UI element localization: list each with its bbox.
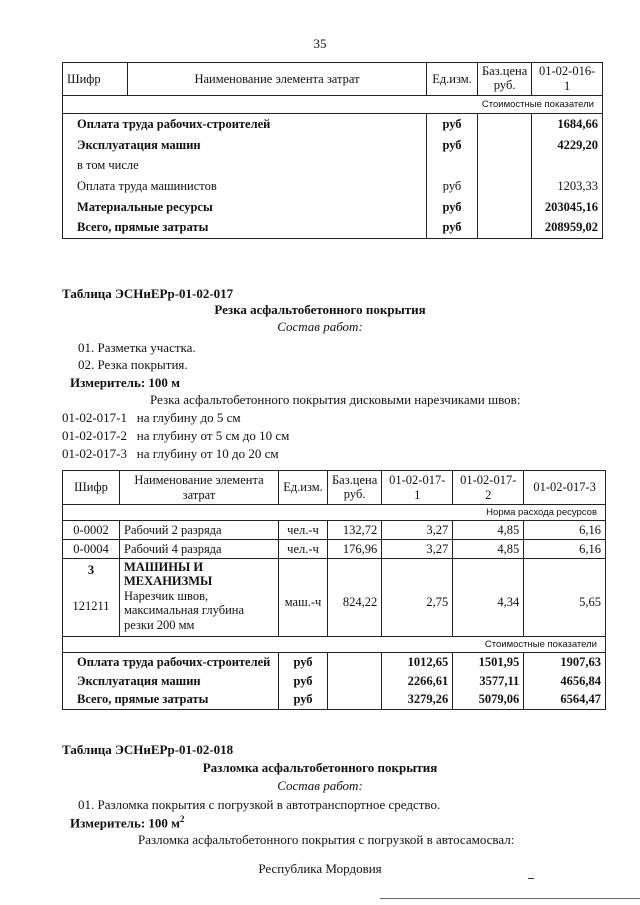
table-row: 0-0004 Рабочий 4 разряда чел.-ч 176,96 3,27 4,85 6,16 [63,540,606,559]
table-row: Оплата труда рабочих-строителей руб 1684,66 [63,114,603,135]
footer-region: Республика Мордовия [258,861,382,876]
header-code: Шифр [63,63,128,96]
header-col1: 01-02-016-1 [532,63,603,96]
header-col1: 01-02-017-1 [382,471,453,505]
code-line [62,446,279,462]
table-row: Материальные ресурсы руб 203045,16 [63,197,603,218]
table-id-018: Таблица ЭСНиЕРр-01-02-018 [62,742,234,757]
work-item: 01. Разломка покрытия с погрузкой в автотранспортное средство. [78,797,441,812]
table-row: Всего, прямые затраты руб 208959,02 [63,218,603,239]
description-018: Разломка асфальтобетонного покрытия с погрузкой в автосамосвал: [138,832,515,847]
table-row: Эксплуатация машин руб 2266,61 3577,11 4656,84 [63,672,606,691]
bottom-rule [380,898,640,899]
section-title-018: Разломка асфальтобетонного покрытия [202,760,438,775]
header-unit: Ед.изм. [279,471,328,505]
table-id-017: Таблица ЭСНиЕРр-01-02-017 [62,286,234,301]
works-label-017: Состав работ: [277,319,363,334]
code: 01-02-017-3 [62,446,127,461]
page-number: 35 [313,36,327,51]
code-text: на глубину от 5 см до 10 см [136,428,290,443]
cost-table-01-02-016 [62,62,603,239]
section-label: Стоимостные показатели [63,96,603,114]
header-price: Баз.цена руб. [478,63,532,96]
header-price: Баз.цена руб. [328,471,382,505]
header-name: Наименование элемента затрат [120,471,279,505]
table-row: Эксплуатация машин руб 4229,20 [63,135,603,156]
works-label-018: Состав работ: [277,778,363,793]
table-row: Оплата труда машинистов руб 1203,33 [63,176,603,197]
work-item: 01. Разметка участка. [78,340,196,355]
work-item: 02. Резка покрытия. [78,357,188,372]
code-line [62,410,241,426]
machine-code: 121211 [72,599,110,613]
machine-name: Нарезчик швов, максимальная глубина резки 200 мм [124,588,245,632]
code-line [62,428,289,444]
header-col3: 01-02-017-3 [524,471,606,505]
resource-table-01-02-017 [62,470,606,710]
mark-dash [528,878,534,879]
header-name: Наименование элемента затрат [128,63,427,96]
code: 01-02-017-1 [62,410,127,425]
code: 01-02-017-2 [62,428,127,443]
description-017: Резка асфальтобетонного покрытия дисковыми нарезчиками швов: [150,392,521,407]
meter-017: Измеритель: 100 м [70,375,181,390]
norm-label: Норма расхода ресурсов [63,505,606,521]
machines-row: 3 121211 МАШИНЫ И МЕХАНИЗМЫ Нарезчик швов, максимальная глубина резки 200 мм маш.-ч 824,22 2,75 4,34 5,65 [63,559,606,637]
group-name: МАШИНЫ И МЕХАНИЗМЫ [124,560,213,589]
header-unit: Ед.изм. [427,63,478,96]
code-text: на глубину до 5 см [136,410,241,425]
table-row: в том числе [63,156,603,176]
table-row: Оплата труда рабочих-строителей руб 1012,65 1501,95 1907,63 [63,653,606,672]
section-title-017: Резка асфальтобетонного покрытия [214,302,426,317]
cost-label: Стоимостные показатели [63,637,606,653]
meter-018: Измеритель: 100 $м^2$ [70,814,185,831]
header-col2: 01-02-017-2 [453,471,524,505]
header-code: Шифр [63,471,120,505]
code-text: на глубину от 10 до 20 см [136,446,279,461]
table-row: Всего, прямые затраты руб 3279,26 5079,06 6564,47 [63,691,606,710]
group-code: 3 [87,563,95,577]
table-row: 0-0002 Рабочий 2 разряда чел.-ч 132,72 3,27 4,85 6,16 [63,521,606,540]
